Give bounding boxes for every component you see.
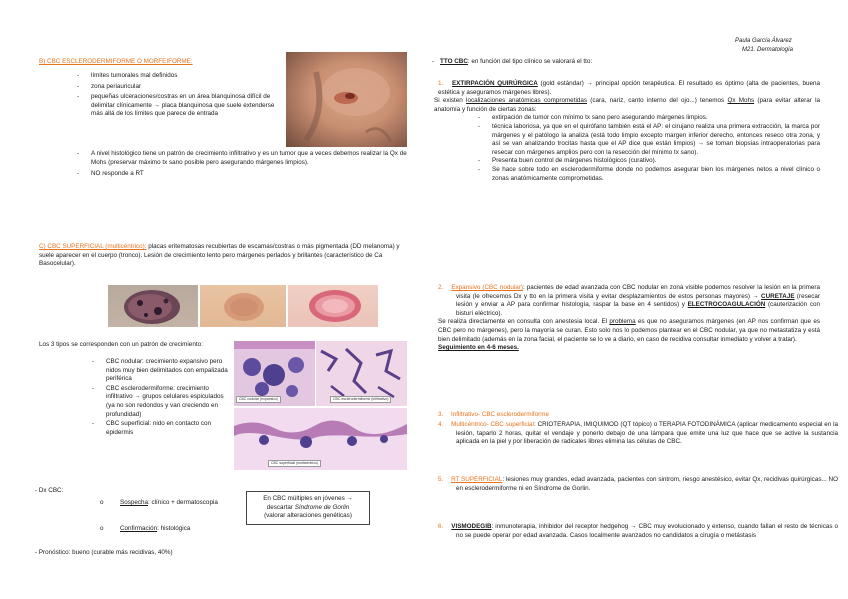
list-item: - pequeñas ulceraciones/costras en un área blanquinosa difícil de delimitar clínicamente → placa blanquinosa que suele extenderse más allá de los límites que parece de entrada bbox=[73, 93, 278, 119]
electro-term: ELECTROCOAGULACIÓN bbox=[687, 301, 766, 309]
dx-rest: : histológica bbox=[157, 525, 191, 532]
gorlin-box-line1: En CBC múltiples en jóvenes → bbox=[263, 495, 353, 502]
tipos-intro: Los 3 tipos se corresponden con un patrón de crecimiento: bbox=[39, 341, 203, 348]
section-b-list-wide bbox=[73, 150, 407, 179]
list-item: - NO responde a RT bbox=[73, 170, 407, 179]
tto-dash: - bbox=[432, 58, 435, 65]
mohs-link: Qx Mohs bbox=[727, 97, 755, 105]
section-6-title: VISMODEGIB bbox=[451, 523, 492, 530]
dx-rest: : clínico + dermatoscopia bbox=[148, 499, 218, 506]
section-b-list bbox=[73, 72, 278, 119]
list-item: - zona periauricular bbox=[73, 83, 278, 92]
superficial-bcc-photo bbox=[288, 285, 378, 327]
pronostico: - Pronóstico: bueno (curable más recidivas, 40%) bbox=[35, 549, 173, 556]
dx-key: Sospecha bbox=[120, 499, 149, 506]
gorlin-box-line3: (valorar alteraciones genéticas) bbox=[264, 512, 352, 520]
s1-line2b: localizaciones anatómicas comprometidas bbox=[466, 97, 587, 105]
section-1-para bbox=[434, 97, 820, 114]
section-1-num: 1. bbox=[438, 80, 444, 87]
section-2-para bbox=[438, 318, 820, 344]
section-5 bbox=[438, 476, 838, 493]
s2-para-b: es que no aseguramos márgenes (en AP nos confirman que es CBC pero no márgenes), pero la mayoría se curan. Esto solo nos lo podemos plantear en el CBC nodular, ya que no metastatiza y está bien delimitado (además en la zona facial, el paciente se lo ve a diario, en caso de recidiva consultar inmediato y volver a tratar). bbox=[438, 318, 820, 343]
mohs-list bbox=[474, 114, 820, 183]
face-lesion-photo bbox=[286, 52, 407, 147]
section-5-text: : lesiones muy grandes, edad avanzada, pacientes con sintrom, riesgo anestésico, evitar Qx, recidivas quirúrgicas... NO en esclerodermiforme ni en Síndrome de Gorlin. bbox=[456, 476, 838, 492]
gorlin-box bbox=[246, 491, 370, 525]
list-item: - CBC superficial: nido en contacto con epidermis bbox=[88, 420, 231, 437]
section-3-num: 3. bbox=[438, 411, 444, 418]
gorlin-box-line2a: descartar bbox=[266, 503, 295, 511]
section-2-num: 2. bbox=[438, 284, 444, 291]
histology-superficial-caption: CBC superficial (multicéntrico) bbox=[268, 460, 321, 467]
section-1 bbox=[434, 80, 820, 183]
s1-line2d: (para evitar alterar la anatomía y función de ciertas zonas: bbox=[434, 97, 820, 113]
section-2-title: Expansivo (CBC nodular) bbox=[451, 284, 523, 291]
histology-esclero-caption: CBC esclerodermiforme (infiltrativo) bbox=[330, 396, 391, 403]
list-item: - A nivel histológico tiene un patrón de crecimiento infiltrativo y es un tumor que a veces debemos realizar la Qx de Mohs (preservar máximo tx sano posible pero asegurando márgenes limpios). bbox=[73, 150, 407, 167]
section-4-text: : CRIOTERAPIA, IMIQUIMOD (QT tópico) o TERAPIA FOTODINÁMICA (aplicar medicamento especial en la lesión, taparlo 2 horas, quitar el vendaje y ponerlo debajo de una lámpara que emite una luz que hace que se active la sustancia aplicada en la piel y por liberación de radicales libres elimina las células de CBC. bbox=[456, 421, 839, 446]
dx-key: Confirmación bbox=[120, 525, 158, 532]
tto-line bbox=[432, 58, 820, 67]
s1-line2c: (cara, nariz, canto interno del ojo...) tenemos bbox=[587, 97, 728, 105]
gorlin-box-syndrome: Síndrome de Gorlin bbox=[294, 503, 350, 511]
section-6-num: 6. bbox=[438, 523, 444, 530]
section-c bbox=[39, 243, 407, 269]
dx-item-confirmacion bbox=[100, 525, 240, 534]
section-c-text: placas eritematosas recubiertas de escamas/costras o más pigmentada (DD melanoma) y suele aparecer en el cuerpo (tronco). Lesión de crecimiento lento pero márgenes perlados y brillantes (característico de Ca Basocelular). bbox=[39, 243, 400, 268]
list-item: - técnica laboriosa, ya que en el quirófano también está el AP: el cirujano realiza una primera extracción, la marca por márgenes y el patólogo la analiza (está todo limpio excepto margen inferior derecho, entonces reseco otra zona, y así se van analizando trocitas hasta que el AP dice que están limpios) → se toman biopsias intraoperatorias para resecar con márgenes amplios pero con la resección del mínimo tx sano). bbox=[474, 123, 820, 157]
seguimiento: Seguimiento en 4-6 meses. bbox=[438, 344, 519, 352]
histology-nodular-caption: CBC nodular (expansivo) bbox=[236, 396, 281, 403]
section-3 bbox=[438, 411, 820, 420]
list-item: - extirpación de tumor con mínimo tx sano pero asegurando márgenes limpios. bbox=[474, 114, 820, 123]
bullet-o: o bbox=[100, 499, 104, 506]
section-2-head bbox=[438, 284, 820, 318]
section-4-num: 4. bbox=[438, 421, 444, 428]
list-item: - Se hace sobre todo en esclerodermiforme donde no podemos asegurar bien los márgenes netos a nivel clínico o zonas anatómicamente comprometidas. bbox=[474, 166, 820, 183]
curetaje-term: CURETAJE bbox=[761, 292, 795, 300]
s2-text1: : pacientes de edad avanzada con CBC nodular en zona visible podemos resolver la lesión en la primera visita (le ofrecemos Dx y tto en la primera visita y evitar desplazamientos de estos personas mayores) → bbox=[456, 284, 821, 300]
tto-key: TTO CBC bbox=[440, 58, 468, 65]
histology-esclero-image bbox=[316, 341, 407, 406]
section-5-num: 5. bbox=[438, 476, 444, 483]
section-1-rest: (gold estándar) → principal opción terapéutica. El resultado es óptimo (alta de pacientes, buena estética y aseguramos márgenes libres). bbox=[438, 80, 820, 96]
section-c-heading: C) CBC SUPERFICIAL (multicéntrico): bbox=[39, 243, 147, 250]
section-3-text: Infiltrativo- CBC esclerodermiforme bbox=[451, 411, 549, 418]
section-b-heading: B) CBC ESCLERODERMIFORME O MORFEIFORME: bbox=[39, 58, 193, 65]
tipos-list bbox=[88, 358, 231, 437]
section-2 bbox=[438, 284, 820, 353]
header-author: Paula García Álvarez bbox=[735, 38, 792, 44]
list-item: - límites tumorales mal definidos bbox=[73, 72, 278, 81]
s2-para-a: Se realiza directamente en consulta con anestesia local. El bbox=[438, 318, 610, 326]
s2-text2: (resecar lesión y enviar a AP para confirmar histología, raspar la base en 4 sentidos) y bbox=[456, 292, 820, 309]
dx-label: - Dx CBC: bbox=[35, 487, 64, 494]
section-5-title: RT SUPERFICIAL bbox=[451, 476, 503, 483]
section-6 bbox=[438, 523, 838, 540]
section-1-title: EXTIRPACIÓN QUIRÚRGICA bbox=[451, 80, 538, 87]
section-1-head bbox=[438, 80, 820, 97]
gorlin-box-line2 bbox=[249, 504, 367, 513]
pigmented-lesion-photo bbox=[108, 285, 198, 327]
bullet-o: o bbox=[100, 525, 104, 532]
problema-term: problema bbox=[609, 318, 636, 326]
erythematous-plaque-photo bbox=[200, 285, 286, 327]
s1-line2a: Si existen bbox=[434, 97, 467, 105]
list-item: - CBC esclerodermiforme: crecimiento infiltrativo → grupos celulares espiculados (ya no son redondos y van creciendo en profundidad) bbox=[88, 385, 231, 419]
histology-nodular-image bbox=[234, 341, 315, 406]
list-item: - Presenta buen control de márgenes histológicos (curativo). bbox=[474, 157, 820, 166]
tto-rest: : en función del tipo clínico se valorará el tto: bbox=[467, 58, 593, 65]
section-6-text: : inmunoterapia, inhibidor del receptor hedgehog → CBC muy evolucionado y extenso, cuando fallan el resto de técnicas o no se puede operar por edad avanzada. Casos localmente avanzados no candidatos a cirugía o metástasis bbox=[456, 523, 838, 539]
s2-text3: (cauterización con bisturí eléctrico). bbox=[456, 301, 820, 317]
header-course: M21. Dermatología bbox=[742, 47, 794, 53]
section-4-title: Multicéntrico- CBC superficial bbox=[451, 421, 534, 428]
list-item: - CBC nodular: crecimiento expansivo pero nidos muy bien delimitados con empalizada periférica bbox=[88, 358, 231, 384]
dx-item-sospecha bbox=[100, 499, 220, 508]
section-4 bbox=[438, 421, 838, 447]
histology-superficial-image bbox=[234, 408, 407, 470]
